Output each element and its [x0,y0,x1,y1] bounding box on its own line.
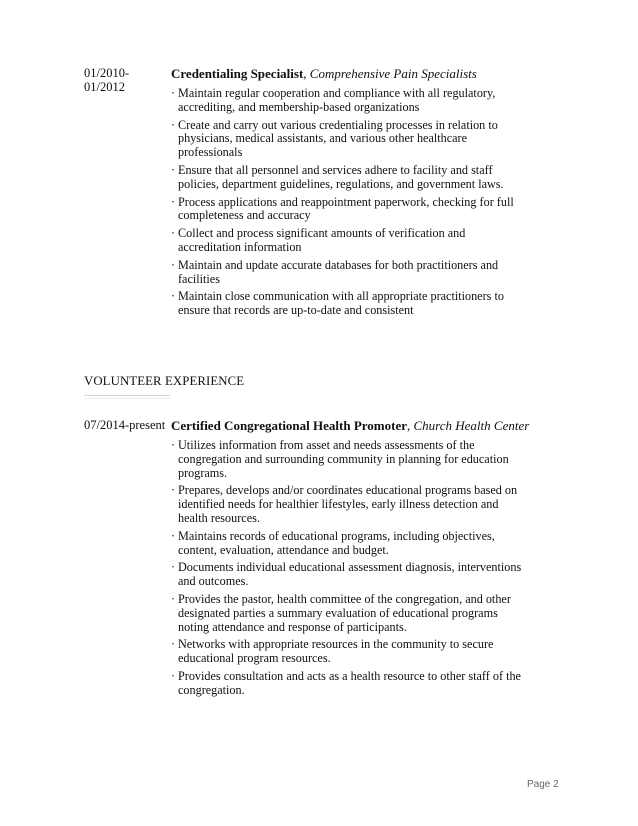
job-title-line [171,66,531,81]
job-body [171,66,531,322]
job-organization: Comprehensive Pain Specialists [309,66,477,81]
duty-item: · Ensure that all personnel and services adhere to facility and staff policies, department guidelines, regulations, and government laws. [171,164,531,192]
duty-item: · Maintains records of educational programs, including objectives, content, evaluation, attendance and budget. [171,530,531,558]
job-date-range: 01/2010- 01/2012 [84,66,130,94]
volunteer-role: Certified Congregational Health Promoter [171,418,407,433]
volunteer-title-separator: , [407,418,414,433]
volunteer-organization: Church Health Center [413,418,530,433]
page-number: Page 2 [527,779,559,790]
section-divider [84,395,170,396]
duty-item: · Create and carry out various credentialing processes in relation to physicians, medical assistants, and various other healthcare professionals [171,119,531,160]
duty-item: · Maintain and update accurate databases for both practitioners and facilities [171,259,531,287]
duty-item: · Process applications and reappointment paperwork, checking for full completeness and accuracy [171,196,531,224]
section-heading-volunteer: VOLUNTEER EXPERIENCE [84,374,245,388]
job-duties-list [171,87,531,318]
job-role: Credentialing Specialist [171,66,304,81]
duty-item: · Provides consultation and acts as a health resource to other staff of the congregation. [171,670,531,698]
volunteer-title-line [171,418,531,433]
duty-item: · Networks with appropriate resources in the community to secure educational program resources. [171,638,531,666]
duty-item: · Documents individual educational assessment diagnosis, interventions and outcomes. [171,561,531,589]
duty-item: · Collect and process significant amounts of verification and accreditation information [171,227,531,255]
volunteer-date-range: 07/2014-present [84,418,166,432]
duty-item: · Prepares, develops and/or coordinates educational programs based on identified needs for healthier lifestyles, early illness detection and health resources. [171,484,531,525]
duty-item: · Provides the pastor, health committee of the congregation, and other designated parties a summary evaluation of educational programs noting attendance and response of participants. [171,593,531,634]
duty-item: · Utilizes information from asset and needs assessments of the congregation and surrounding community in planning for education programs. [171,439,531,480]
duty-item: · Maintain regular cooperation and compliance with all regulatory, accrediting, and membership-based organizations [171,87,531,115]
volunteer-duties-list [171,439,531,698]
section-divider-secondary [84,398,170,399]
duty-item: · Maintain close communication with all appropriate practitioners to ensure that records are up-to-date and consistent [171,290,531,318]
volunteer-body [171,418,531,702]
job-title-separator: , [303,66,310,81]
